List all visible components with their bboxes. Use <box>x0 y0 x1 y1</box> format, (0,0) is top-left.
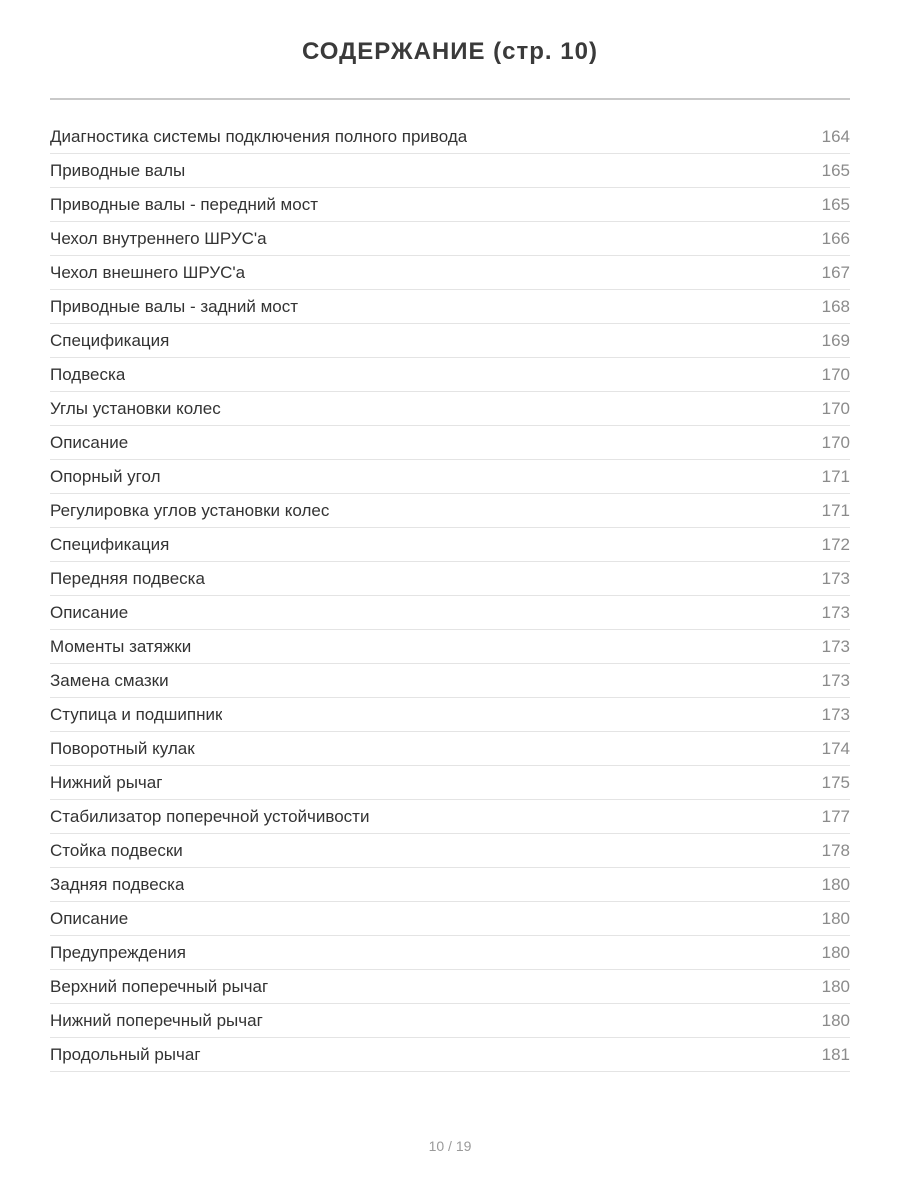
toc-entry-page-number: 174 <box>821 738 850 758</box>
toc-entry[interactable] <box>50 800 850 834</box>
toc-entry-title: Верхний поперечный рычаг <box>50 976 269 996</box>
toc-entry-page-number: 170 <box>821 364 850 384</box>
toc-entry-page-number: 170 <box>821 398 850 418</box>
toc-entry-title: Задняя подвеска <box>50 874 185 894</box>
toc-entry[interactable] <box>50 698 850 732</box>
toc-entry-title: Приводные валы <box>50 160 186 180</box>
toc-entry[interactable] <box>50 494 850 528</box>
toc-entry[interactable] <box>50 936 850 970</box>
toc-entry-title: Продольный рычаг <box>50 1044 201 1064</box>
toc-entry-page-number: 180 <box>821 942 850 962</box>
toc-entry[interactable] <box>50 1038 850 1072</box>
toc-entry[interactable] <box>50 596 850 630</box>
header-divider <box>50 98 850 100</box>
toc-entry-title: Спецификация <box>50 534 170 554</box>
toc-entry-title: Чехол внутреннего ШРУС'а <box>50 228 267 248</box>
toc-entry[interactable] <box>50 562 850 596</box>
toc-entry[interactable] <box>50 834 850 868</box>
toc-entry-page-number: 180 <box>821 874 850 894</box>
toc-entry[interactable] <box>50 120 850 154</box>
toc-entry-title: Регулировка углов установки колес <box>50 500 330 520</box>
toc-entry-title: Ступица и подшипник <box>50 704 223 724</box>
toc-entry-page-number: 168 <box>821 296 850 316</box>
toc-entry-title: Предупреждения <box>50 942 186 962</box>
toc-entry-title: Поворотный кулак <box>50 738 195 758</box>
toc-entry-title: Описание <box>50 908 129 928</box>
toc-entry-page-number: 180 <box>821 1010 850 1030</box>
toc-entry[interactable] <box>50 256 850 290</box>
toc-entry[interactable] <box>50 222 850 256</box>
toc-entry[interactable] <box>50 528 850 562</box>
toc-entry-page-number: 165 <box>821 194 850 214</box>
toc-entry[interactable] <box>50 324 850 358</box>
toc-entry-title: Углы установки колес <box>50 398 221 418</box>
toc-entry-title: Нижний рычаг <box>50 772 163 792</box>
toc-entry[interactable] <box>50 630 850 664</box>
toc-entry[interactable] <box>50 664 850 698</box>
toc-entry[interactable] <box>50 868 850 902</box>
toc-entry-page-number: 172 <box>821 534 850 554</box>
toc-entry[interactable] <box>50 766 850 800</box>
toc-entry-page-number: 173 <box>821 568 850 588</box>
toc-list <box>50 120 850 1072</box>
toc-entry-title: Описание <box>50 602 129 622</box>
toc-entry-page-number: 165 <box>821 160 850 180</box>
toc-entry[interactable] <box>50 902 850 936</box>
toc-entry-page-number: 171 <box>821 466 850 486</box>
page-indicator: 10 / 19 <box>428 1138 472 1154</box>
toc-entry-page-number: 173 <box>821 670 850 690</box>
toc-entry-page-number: 167 <box>821 262 850 282</box>
toc-entry-title: Моменты затяжки <box>50 636 192 656</box>
toc-entry-page-number: 177 <box>821 806 850 826</box>
toc-entry-title: Чехол внешнего ШРУС'а <box>50 262 246 282</box>
toc-entry-page-number: 170 <box>821 432 850 452</box>
toc-entry-title: Диагностика системы подключения полного привода <box>50 126 468 146</box>
toc-entry[interactable] <box>50 426 850 460</box>
toc-entry-page-number: 180 <box>821 908 850 928</box>
toc-entry[interactable] <box>50 460 850 494</box>
toc-entry-title: Спецификация <box>50 330 170 350</box>
toc-entry[interactable] <box>50 970 850 1004</box>
toc-entry-title: Передняя подвеска <box>50 568 205 588</box>
toc-entry-title: Приводные валы - задний мост <box>50 296 299 316</box>
toc-entry-page-number: 180 <box>821 976 850 996</box>
toc-entry-title: Подвеска <box>50 364 126 384</box>
toc-entry-title: Замена смазки <box>50 670 169 690</box>
toc-entry-title: Описание <box>50 432 129 452</box>
toc-entry[interactable] <box>50 188 850 222</box>
toc-entry-page-number: 181 <box>821 1044 850 1064</box>
page-title: СОДЕРЖАНИЕ (стр. 10) <box>302 38 598 65</box>
toc-entry-title: Нижний поперечный рычаг <box>50 1010 263 1030</box>
toc-entry-page-number: 178 <box>821 840 850 860</box>
toc-entry-page-number: 175 <box>821 772 850 792</box>
toc-entry-page-number: 166 <box>821 228 850 248</box>
toc-entry[interactable] <box>50 392 850 426</box>
toc-entry-title: Стабилизатор поперечной устойчивости <box>50 806 370 826</box>
toc-entry[interactable] <box>50 358 850 392</box>
toc-entry-title: Опорный угол <box>50 466 161 486</box>
toc-entry[interactable] <box>50 1004 850 1038</box>
toc-entry-page-number: 173 <box>821 636 850 656</box>
toc-entry-page-number: 169 <box>821 330 850 350</box>
toc-entry-page-number: 164 <box>821 126 850 146</box>
toc-entry[interactable] <box>50 154 850 188</box>
toc-entry-title: Приводные валы - передний мост <box>50 194 318 214</box>
toc-entry[interactable] <box>50 290 850 324</box>
toc-entry-page-number: 171 <box>821 500 850 520</box>
toc-entry-page-number: 173 <box>821 704 850 724</box>
toc-entry-page-number: 173 <box>821 602 850 622</box>
toc-entry-title: Стойка подвески <box>50 840 183 860</box>
toc-entry[interactable] <box>50 732 850 766</box>
